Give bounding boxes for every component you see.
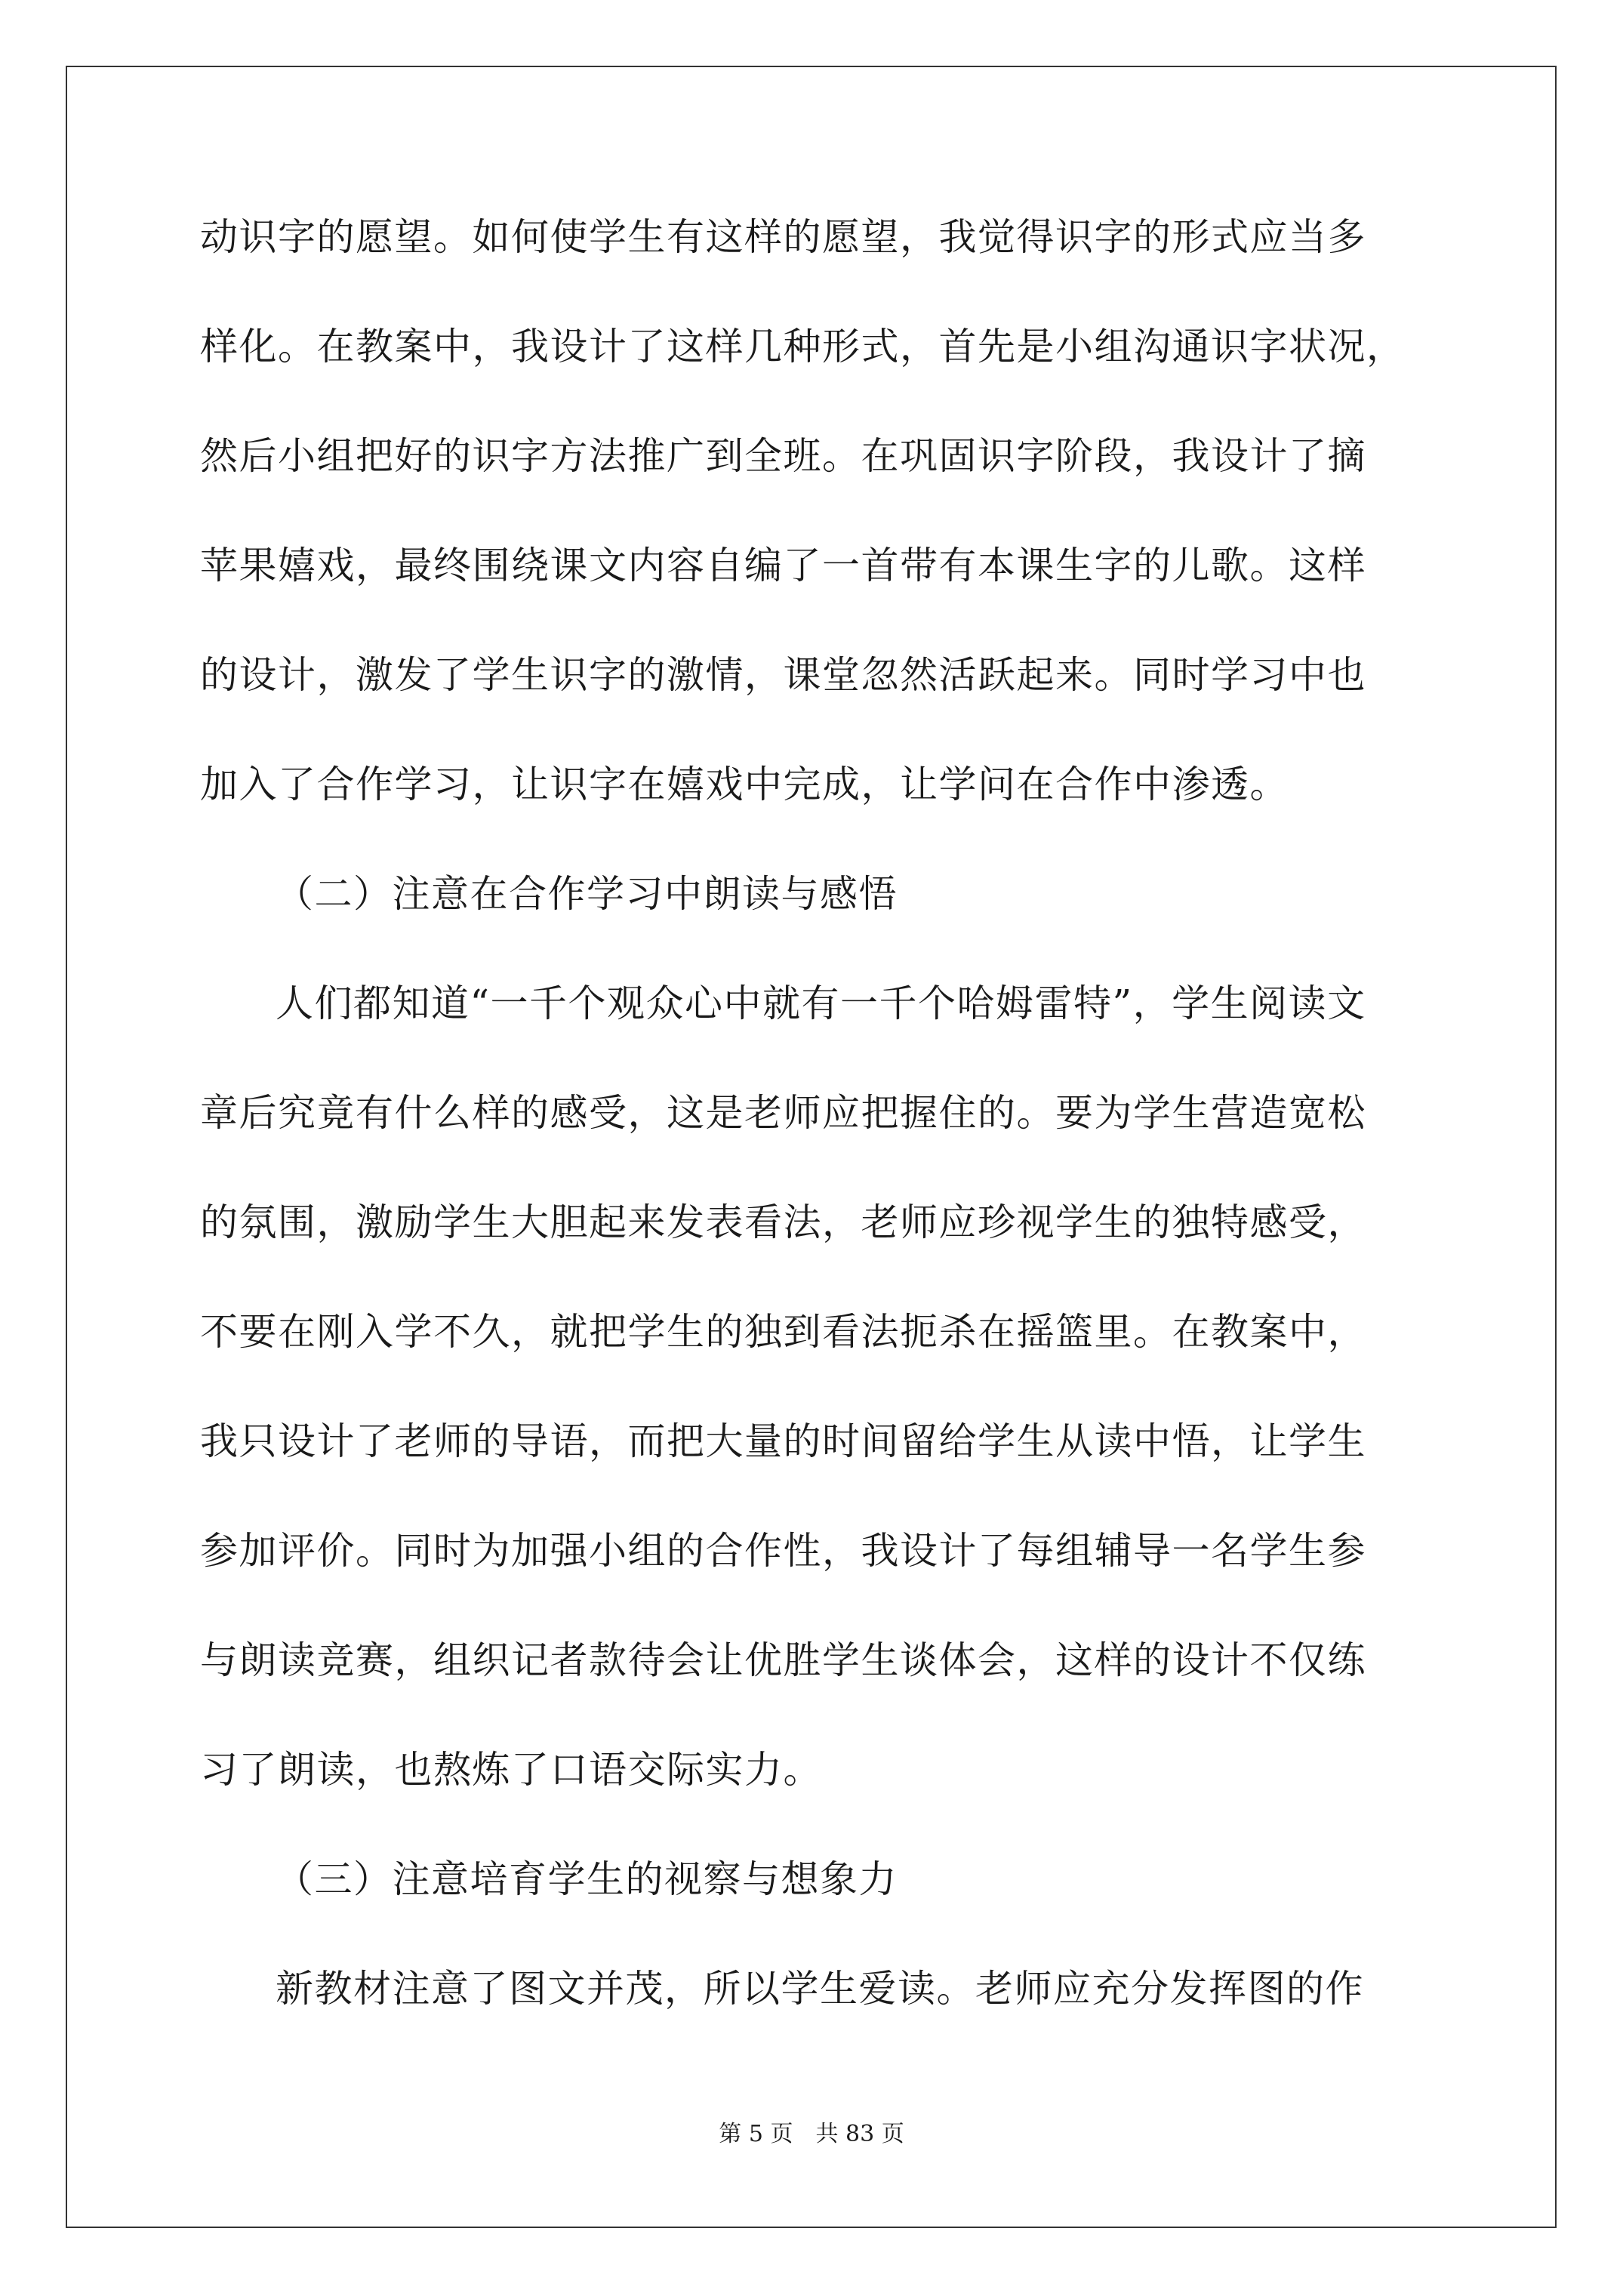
section-heading: （二）注意在合作学习中朗读与感悟 — [276, 872, 898, 916]
text-line: 的设计，激发了学生识字的激情，课堂忽然活跃起来。同时学习中也 — [200, 653, 1366, 697]
text-line: 与朗读竞赛，组织记者款待会让优胜学生谈体会，这样的设计不仅练 — [200, 1638, 1366, 1682]
text-line: 人们都知道“一千个观众心中就有一千个哈姆雷特”，学生阅读文 — [276, 982, 1366, 1025]
section-heading: （三）注意培育学生的视察与想象力 — [276, 1857, 898, 1901]
text-line: 动识字的愿望。如何使学生有这样的愿望，我觉得识字的形式应当多 — [200, 215, 1366, 259]
page-border — [66, 66, 1557, 2228]
page-footer: 第 5 页 共 83 页 — [719, 2121, 904, 2147]
text-line: 我只设计了老师的导语，而把大量的时间留给学生从读中悟，让学生 — [200, 1419, 1366, 1463]
text-line: 章后究竟有什么样的感受，这是老师应把握住的。要为学生营造宽松 — [200, 1091, 1366, 1135]
text-line: 不要在刚入学不久，就把学生的独到看法扼杀在摇篮里。在教案中， — [200, 1310, 1366, 1354]
text-line: 新教材注意了图文并茂，所以学生爱读。老师应充分发挥图的作 — [276, 1967, 1364, 2011]
text-line: 的氛围，激励学生大胆起来发表看法，老师应珍视学生的独特感受， — [200, 1200, 1366, 1244]
text-line: 参加评价。同时为加强小组的合作性，我设计了每组辅导一名学生参 — [200, 1529, 1366, 1573]
text-line: 然后小组把好的识字方法推广到全班。在巩固识字阶段，我设计了摘 — [200, 434, 1366, 478]
text-line: 样化。在教案中，我设计了这样几种形式，首先是小组沟通识字状况， — [200, 325, 1406, 368]
text-line: 加入了合作学习，让识字在嬉戏中完成，让学问在合作中渗透。 — [200, 763, 1289, 806]
text-line: 习了朗读，也熬炼了口语交际实力。 — [200, 1748, 822, 1792]
text-line: 苹果嬉戏，最终围绕课文内容自编了一首带有本课生字的儿歌。这样 — [200, 544, 1366, 587]
